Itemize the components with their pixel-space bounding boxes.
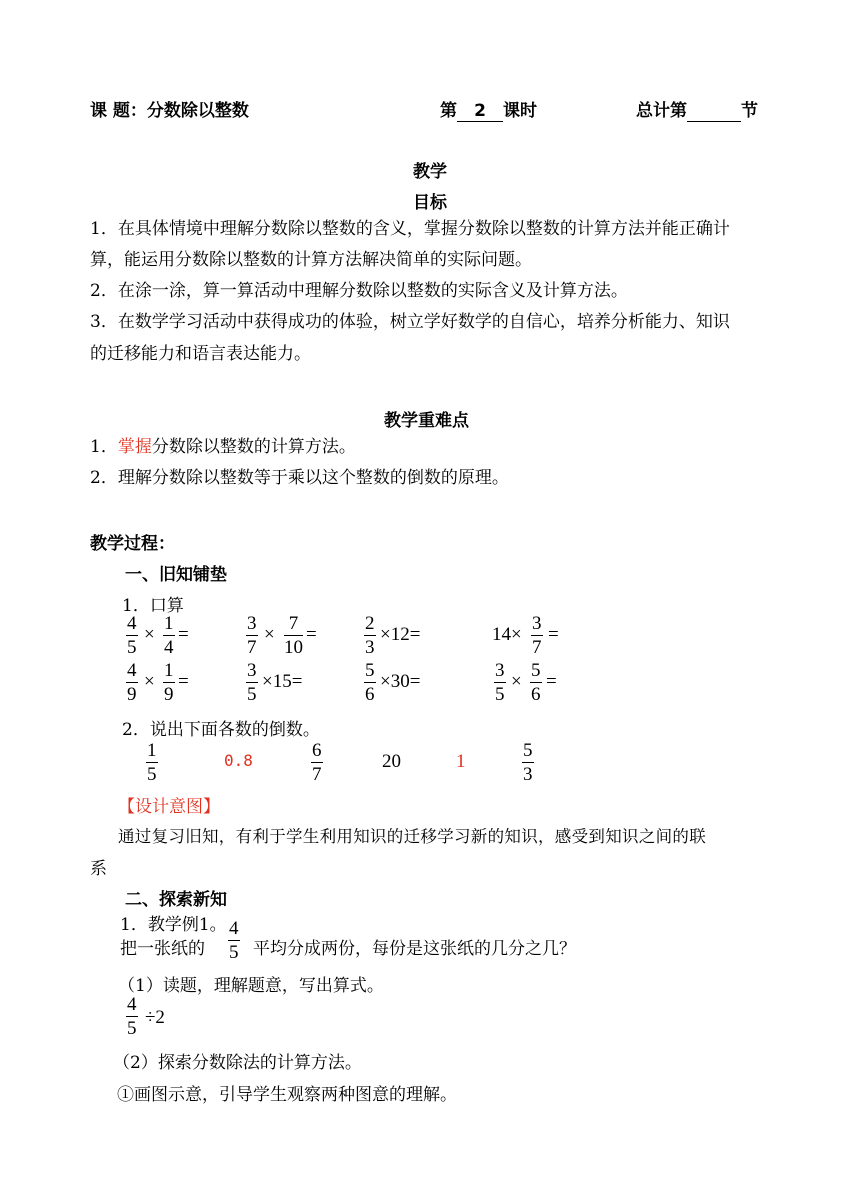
total-sections-value (687, 101, 741, 122)
design-intent-text-2: 系 (90, 859, 107, 879)
goal-line-3: 2．在涂一涂，算一算活动中理解分数除以整数的实际含义及计算方法。 (90, 281, 628, 301)
goal-line-4: 3．在数学学习活动中获得成功的体验，树立学好数学的自信心，培养分析能力、知识 (90, 312, 730, 332)
step-2a: ①画图示意，引导学生观察两种图意的理解。 (117, 1085, 457, 1105)
topic-label: 课 题： (90, 101, 147, 121)
goals-title-1: 教学 (413, 162, 447, 182)
reciprocal-item: 6 7 (312, 740, 322, 785)
example-label: 1．教学例1。 (120, 915, 227, 935)
fraction: 3 5 (247, 660, 257, 705)
fraction: 1 9 (164, 660, 174, 705)
fraction: 3 5 (495, 660, 505, 705)
example-question-rest: 平均分成两份，每份是这张纸的几分之几？ (253, 939, 576, 959)
lesson-number: 第 2 课时 (440, 101, 537, 121)
section-1-title: 一、旧知铺垫 (125, 565, 227, 585)
fraction: 5 6 (531, 660, 541, 705)
fraction: 4 5 (127, 613, 137, 658)
total-sections: 总计第 节 (636, 101, 758, 121)
fraction: 4 5 (127, 994, 137, 1039)
goals-title-2: 目标 (413, 193, 447, 213)
goal-line-1: 1．在具体情境中理解分数除以整数的含义，掌握分数除以整数的计算方法并能正确计 (90, 219, 730, 239)
reciprocal-item: 5 3 (523, 740, 533, 785)
key-point-1: 1．掌握分数除以整数的计算方法。 (90, 437, 356, 457)
goal-line-5: 的迁移能力和语言表达能力。 (90, 344, 311, 364)
section-2-title: 二、探索新知 (125, 890, 227, 910)
reciprocal-item: 1 5 (147, 740, 157, 785)
division-expression: ÷2 (145, 1007, 165, 1028)
reciprocal-label: 2．说出下面各数的倒数。 (122, 720, 320, 740)
fraction: 3 7 (247, 613, 257, 658)
fraction: 5 6 (365, 660, 375, 705)
key-point-highlight: 掌握 (117, 437, 152, 457)
lesson-number-value: 2 (457, 101, 503, 122)
reciprocal-item: 20 (382, 751, 401, 772)
process-title: 教学过程： (90, 534, 175, 554)
reciprocal-item: 0.8 (224, 751, 253, 770)
fraction: 4 9 (127, 660, 137, 705)
example-question: 把一张纸的 (120, 939, 205, 959)
design-intent-text-1: 通过复习旧知，有利于学生利用知识的迁移学习新的知识，感受到知识之间的联 (118, 827, 706, 846)
goal-line-2: 算，能运用分数除以整数的计算方法解决简单的实际问题。 (90, 250, 532, 270)
key-point-2: 2．理解分数除以整数等于乘以这个整数的倒数的原理。 (90, 468, 509, 488)
fraction: 3 7 (532, 613, 542, 658)
fraction: 7 10 (284, 613, 303, 658)
design-intent-label: 【设计意图】 (118, 797, 220, 817)
step-1: （1）读题，理解题意，写出算式。 (118, 976, 384, 996)
reciprocal-item: 1 (456, 751, 466, 772)
fraction: 4 5 (229, 918, 239, 963)
fraction: 2 3 (365, 613, 375, 658)
step-2: （2）探索分数除法的计算方法。 (113, 1053, 362, 1073)
fraction: 1 4 (164, 613, 174, 658)
topic-line (90, 96, 249, 121)
key-points-title: 教学重难点 (384, 411, 469, 431)
oral-calc-label: 1．口算 (122, 596, 184, 616)
topic-title: 分数除以整数 (146, 101, 249, 121)
